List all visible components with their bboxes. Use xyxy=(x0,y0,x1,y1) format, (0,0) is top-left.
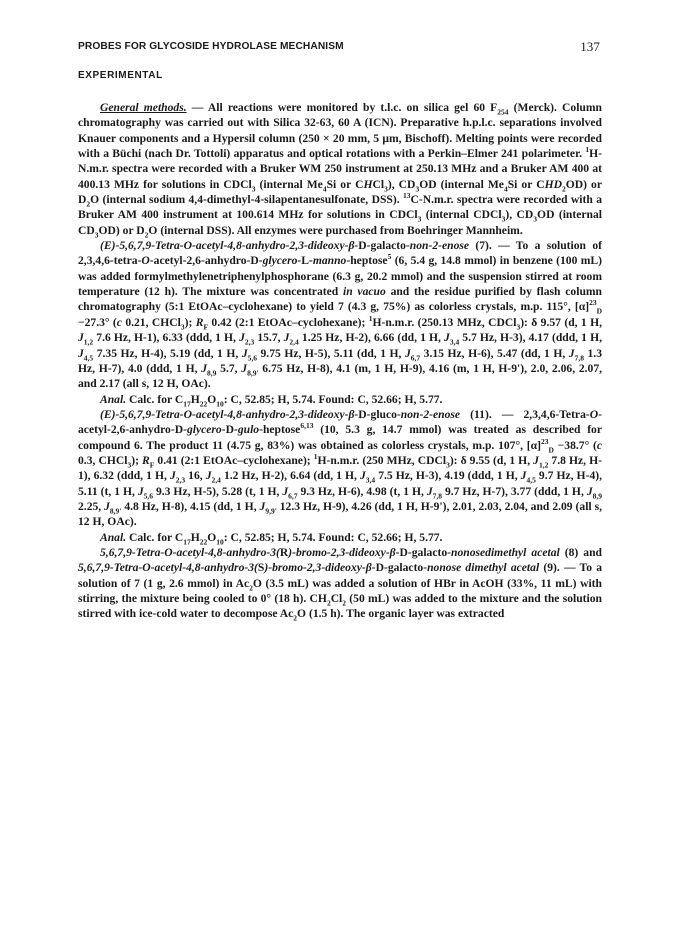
running-title: PROBES FOR GLYCOSIDE HYDROLASE MECHANISM xyxy=(78,41,344,52)
paragraph-general-methods: General methods. — All reactions were monitored by t.l.c. on silica gel 60 $F_{254}$ (Merck). Column chromatography was carried out with Silica 32-63, 60 A (ICN). Preparative h.p.l.c. separations involved Knauer components and a Hypersil column (250 × 20 mm, 5 μm, Bischoff). Melting points were recorded with a Büchi (nach Dr. Tottoli) apparatus and optical rotations with a Perkin–Elmer 241 polarimeter. $^1$H-N.m.r. spectra were recorded with a Bruker WM 250 instrument at 250.13 MHz and a Bruker AM 400 at 400.13 MHz for solutions in CDCl$_3$ (internal $Me_4Si$ or CHCl$_3$), $CD_3OD$ (internal $Me_4Si$ or $CHD_2OD$) or $D_2O$ (internal sodium 4,4-dimethyl-4-silapentanesulfonate, DSS). $^{13}$C-N.m.r. spectra were recorded with a Bruker AM 400 instrument at 100.614 MHz for solutions in CDCl$_3$ (internal CDCl$_3$), $CD_3OD$ (internal $CD_3OD$) or $D_2O$ (internal DSS). All enzymes were purchased from Boehringer Mannheim. xyxy=(78,101,602,240)
paragraph-compound-11: (E)-5,6,7,9-Tetra-O-acetyl-4,8-anhydro-2,3-dideoxy-β-D-gluco-non-2-enose (11). — 2,3,4,6-Tetra-O-acetyl-2,6-anhydro-D-glycero-D-gulo-heptose$^{6,13}$ (10, 5.3 g, 14.7 mmol) was treated as described for compound 6. The product 11 (4.75 g, 83%) was obtained as colorless crystals, m.p. 107°, $[\alpha]^{23}_D -38.7^\circ$ (c 0.3, CHCl$_3$); $R_F$ 0.41 (2:1 EtOAc–cyclohexane); $^1$H-n.m.r. (250 MHz, CDCl$_3$): δ 9.55 (d, 1 H, $J_{1,2}$ 7.8 Hz, H-1), 6.32 (ddd, 1 H, $J_{2,3}$ 16, $J_{2,4}$ 1.2 Hz, H-2), 6.64 (dd, 1 H, $J_{3,4}$ 7.5 Hz, H-3), 4.19 (ddd, 1 H, $J_{4,5}$ 9.7 Hz, H-4), 5.11 (t, 1 H, $J_{5,6}$ 9.3 Hz, H-5), 5.28 (t, 1 H, $J_{6,7}$ 9.3 Hz, H-6), 4.98 (t, 1 H, $J_{7,8}$ 9.7 Hz, H-7), 3.77 (ddd, 1 H, $J_{8,9}$ 2.25, $J_{8,9'}$ 4.8 Hz, H-8), 4.15 (dd, 1 H, $J_{9,9'}$ 12.3 Hz, H-9), 4.26 (dd, 1 H, H-9'), 2.01, 2.03, 2.04, and 2.09 (all s, 12 H, OAc). xyxy=(78,407,602,529)
paragraph-analysis-7: Anal. Calc. for $C_{17}H_{22}O_{10}$: C, 52.85; H, 5.74. Found: C, 52.66; H, 5.77. xyxy=(100,392,443,408)
body-text xyxy=(78,100,602,622)
paragraph-compound-7: (E)-5,6,7,9-Tetra-O-acetyl-4,8-anhydro-2,3-dideoxy-β-D-galacto-non-2-enose (7). — To a solution of 2,3,4,6-tetra-O-acetyl-2,6-anhydro-D-glycero-L-manno-heptose$^5$ (6, 5.4 g, 14.8 mmol) in benzene (100 mL) was added formylmethylenetriphenylphosphorane (6.3 g, 20.2 mmol) and the suspension stirred at room temperature (12 h). The mixture was concentrated in vacuo and the residue purified by flash column chromatography (5:1 EtOAc–cyclohexane) to yield 7 (4.3 g, 75%) as colorless crystals, m.p. 115°, $[\alpha]^{23}_D -27.3^\circ$ (c 0.21, CHCl$_3$); $R_F$ 0.42 (2:1 EtOAc–cyclohexane); $^1$H-n.m.r. (250.13 MHz, CDCl$_3$): δ 9.57 (d, 1 H, $J_{1,2}$ 7.6 Hz, H-1), 6.33 (ddd, 1 H, $J_{2,3}$ 15.7, $J_{2,4}$ 1.25 Hz, H-2), 6.66 (dd, 1 H, $J_{3,4}$ 5.7 Hz, H-3), 4.17 (ddd, 1 H, $J_{4,5}$ 7.35 Hz, H-4), 5.19 (dd, 1 H, $J_{5,6}$ 9.75 Hz, H-5), 5.11 (dd, 1 H, $J_{6,7}$ 3.15 Hz, H-6), 5.47 (dd, 1 H, $J_{7,8}$ 1.3 Hz, H-7), 4.0 (ddd, 1 H, $J_{8,9}$ 5.7, $J_{8,9'}$ 6.75 Hz, H-8), 4.1 (m, 1 H, H-9), 4.16 (m, 1 H, H-9'), 2.0, 2.06, 2.07, and 2.17 (all s, 12 H, OAc). xyxy=(78,239,603,391)
section-heading: EXPERIMENTAL xyxy=(78,70,163,81)
page-number: 137 xyxy=(580,39,600,54)
paragraph-compounds-8-9: 5,6,7,9-Tetra-O-acetyl-4,8-anhydro-3(R)-bromo-2,3-dideoxy-β-D-galacto-nonosedimethyl acetal (8) and 5,6,7,9-Tetra-O-acetyl-4,8-anhydro-3(S)-bromo-2,3-dideoxy-β-D-galacto-nonose dimethyl acetal (9). — To a solution of 7 (1 g, 2.6 mmol) in $Ac_2O$ (3.5 mL) was added a solution of HBr in AcOH (33%, 11 mL) with stirring, the mixture being cooled to 0° (18 h). $CH_2Cl_2$ (50 mL) was added to the mixture and the solution stirred with ice-cold water to decompose $Ac_2O$ (1.5 h). The organic layer was extracted xyxy=(78,545,602,623)
running-head xyxy=(78,40,600,60)
paragraph-analysis-11: Anal. Calc. for $C_{17}H_{22}O_{10}$: C, 52.85; H, 5.74. Found: C, 52.66; H, 5.77. xyxy=(100,530,443,546)
